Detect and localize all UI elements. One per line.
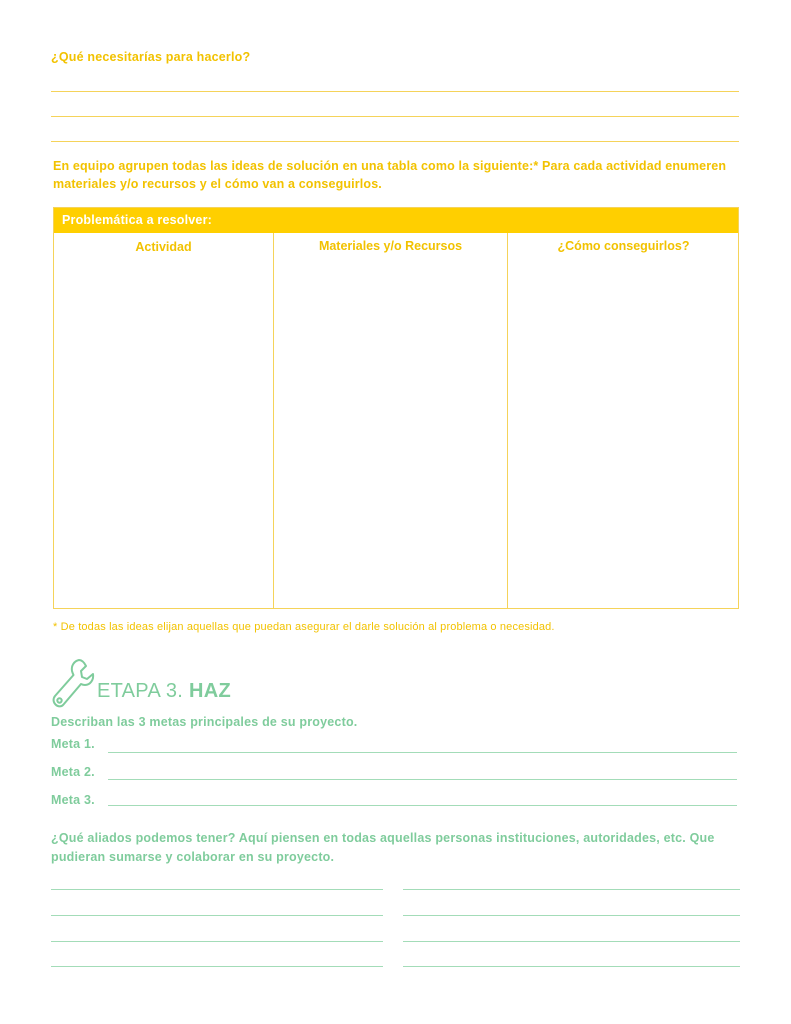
cell-how[interactable] bbox=[508, 260, 739, 608]
ally-line[interactable] bbox=[51, 915, 383, 916]
meta-3-label: Meta 3. bbox=[51, 793, 95, 807]
answer-line[interactable] bbox=[51, 141, 739, 142]
ally-line[interactable] bbox=[403, 966, 740, 967]
stage-title-bold: HAZ bbox=[189, 680, 232, 702]
meta-2-label: Meta 2. bbox=[51, 765, 95, 779]
meta-2-line[interactable] bbox=[108, 779, 737, 780]
ally-line[interactable] bbox=[403, 941, 740, 942]
table-header-bar bbox=[54, 208, 738, 233]
ally-line[interactable] bbox=[51, 966, 383, 967]
cell-activity[interactable] bbox=[54, 260, 273, 608]
wrench-icon bbox=[50, 657, 96, 709]
column-header-activity: Actividad bbox=[135, 240, 192, 254]
cell-materials[interactable] bbox=[274, 260, 507, 608]
allies-question: ¿Qué aliados podemos tener? Aquí piensen en todas aquellas personas instituciones, autoridades, etc. Que pudieran sumarse y colaborar en su proyecto. bbox=[51, 831, 715, 864]
answer-line[interactable] bbox=[51, 91, 739, 92]
column-header-how: ¿Cómo conseguirlos? bbox=[557, 239, 690, 253]
stage-title bbox=[97, 680, 231, 703]
stage-title-prefix: ETAPA 3. bbox=[97, 680, 184, 702]
goals-intro: Describan las 3 metas principales de su proyecto. bbox=[51, 715, 358, 729]
table-instructions: En equipo agrupen todas las ideas de solución en una tabla como la siguiente:* Para cada actividad enumeren materiales y/o recursos y el cómo van a conseguirlos. bbox=[53, 159, 727, 191]
ally-line[interactable] bbox=[403, 889, 740, 890]
solutions-table bbox=[53, 207, 739, 609]
column-header-materials: Materiales y/o Recursos bbox=[318, 239, 463, 253]
meta-1-line[interactable] bbox=[108, 752, 737, 753]
footnote: * De todas las ideas elijan aquellas que puedan asegurar el darle solución al problema o necesidad. bbox=[53, 621, 555, 633]
problem-label: Problemática a resolver: bbox=[62, 213, 213, 227]
meta-1-label: Meta 1. bbox=[51, 737, 95, 751]
need-question: ¿Qué necesitarías para hacerlo? bbox=[51, 50, 251, 64]
meta-3-line[interactable] bbox=[108, 805, 737, 806]
ally-line[interactable] bbox=[403, 915, 740, 916]
ally-line[interactable] bbox=[51, 941, 383, 942]
answer-line[interactable] bbox=[51, 116, 739, 117]
ally-line[interactable] bbox=[51, 889, 383, 890]
